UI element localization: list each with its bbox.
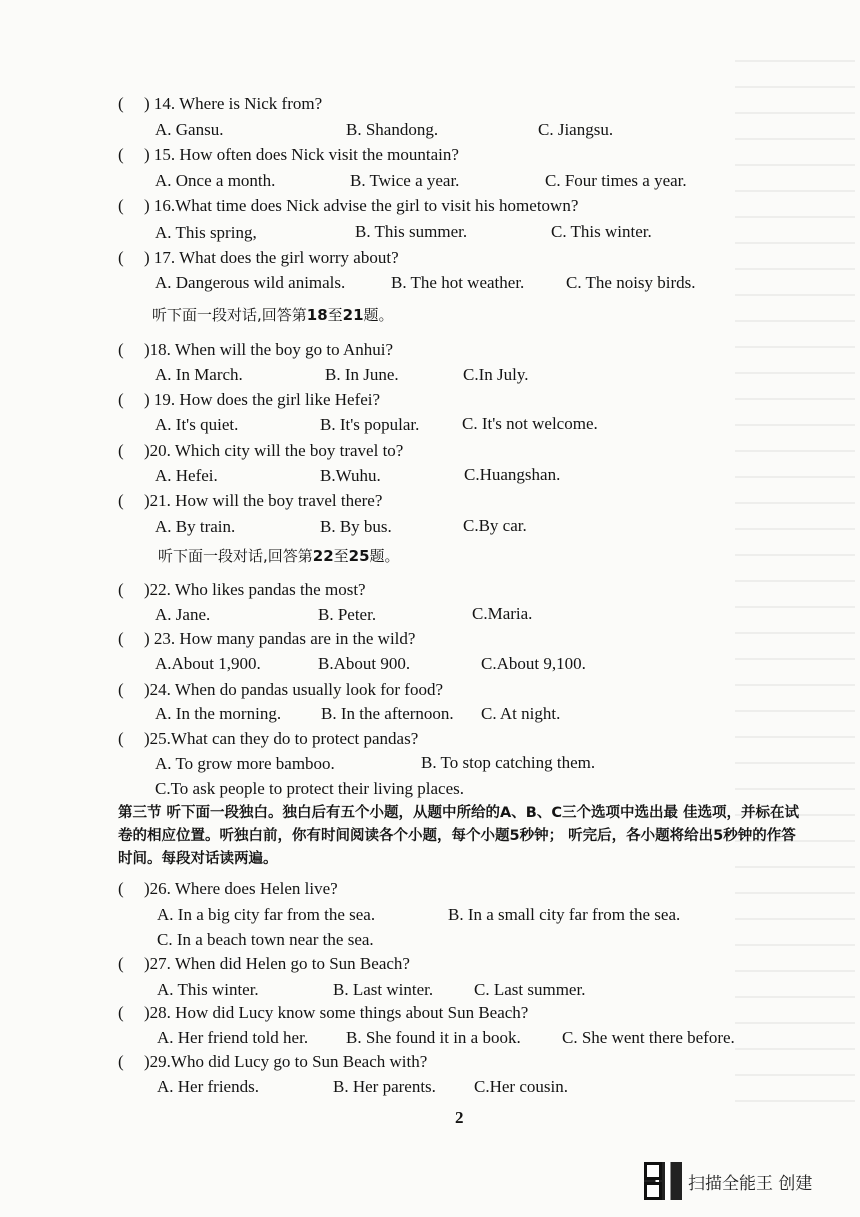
question-25: [118, 729, 418, 749]
answer-bracket: (: [118, 94, 124, 113]
bleed-through-shadow: [735, 60, 855, 1120]
option-c: C.About 9,100.: [481, 654, 586, 673]
option-b: B. She found it in a book.: [346, 1028, 521, 1047]
option-a: A. By train.: [155, 517, 236, 536]
answer-bracket: (: [118, 491, 124, 510]
option-b: B. This summer.: [355, 222, 468, 241]
question-text: )21. How will the boy travel there?: [144, 491, 383, 510]
option-c: C. This winter.: [551, 222, 652, 241]
question-text: )24. When do pandas usually look for food?: [144, 680, 444, 699]
question-21: [118, 491, 382, 511]
option-a: A. To grow more bamboo.: [155, 754, 335, 773]
option-b: B. Her parents.: [333, 1077, 436, 1096]
option-b: B. It's popular.: [320, 415, 420, 434]
option-b: B. Peter.: [318, 605, 377, 624]
answer-bracket: (: [118, 729, 124, 748]
question-24: [118, 680, 443, 700]
option-c: C. It's not welcome.: [462, 414, 598, 433]
answer-bracket: (: [118, 879, 124, 898]
option-c: C.To ask people to protect their living places.: [155, 779, 464, 798]
option-c: C.Maria.: [472, 604, 533, 623]
option-c: C. Jiangsu.: [538, 120, 614, 139]
option-a: A. Her friend told her.: [157, 1028, 309, 1047]
question-text: ) 19. How does the girl like Hefei?: [144, 390, 381, 409]
question-text: )27. When did Helen go to Sun Beach?: [144, 954, 410, 973]
answer-bracket: (: [118, 680, 124, 699]
question-text: ) 17. What does the girl worry about?: [144, 248, 399, 267]
option-c: C. In a beach town near the sea.: [157, 930, 374, 949]
answer-bracket: (: [118, 441, 124, 460]
option-b: B. In the afternoon.: [321, 704, 454, 723]
answer-bracket: (: [118, 390, 124, 409]
question-text: )22. Who likes pandas the most?: [144, 580, 366, 599]
option-c: C. She went there before.: [562, 1028, 735, 1047]
watermark-text: 扫描全能王 创建: [688, 1173, 813, 1194]
question-text: ) 23. How many pandas are in the wild?: [144, 629, 416, 648]
question-29: [118, 1052, 427, 1072]
option-a: A. Jane.: [155, 605, 211, 624]
answer-bracket: (: [118, 196, 124, 215]
answer-bracket: (: [118, 248, 124, 267]
option-c: C.By car.: [463, 516, 527, 535]
option-a: A. In the morning.: [155, 704, 282, 723]
qr-code-icon: [644, 1162, 682, 1200]
answer-bracket: (: [118, 340, 124, 359]
option-a: A. This spring,: [155, 223, 257, 242]
instruction-18-21: 听下面一段对话,回答第18至21题。: [152, 306, 394, 324]
option-b: B. Shandong.: [346, 120, 439, 139]
question-text: )18. When will the boy go to Anhui?: [144, 340, 393, 359]
question-text: )26. Where does Helen live?: [144, 879, 338, 898]
question-text: ) 16.What time does Nick advise the girl to visit his hometown?: [144, 196, 579, 215]
question-18: [118, 340, 393, 360]
option-c: C.Huangshan.: [464, 465, 561, 484]
question-text: )29.Who did Lucy go to Sun Beach with?: [144, 1052, 428, 1071]
option-a: A. Her friends.: [157, 1077, 259, 1096]
question-22: [118, 580, 366, 600]
question-text: )20. Which city will the boy travel to?: [144, 441, 404, 460]
option-a: A. In March.: [155, 365, 243, 384]
option-a: A. Gansu.: [155, 120, 224, 139]
option-a: A.About 1,900.: [155, 654, 261, 673]
option-b: B. Last winter.: [333, 980, 434, 999]
option-b: B. In a small city far from the sea.: [448, 905, 681, 924]
question-14: [118, 94, 322, 114]
question-text: ) 14. Where is Nick from?: [144, 94, 323, 113]
option-c: C. The noisy birds.: [566, 273, 696, 292]
question-27: [118, 954, 410, 974]
option-b: B. To stop catching them.: [421, 753, 596, 772]
question-text: )28. How did Lucy know some things about Sun Beach?: [144, 1003, 529, 1022]
answer-bracket: (: [118, 629, 124, 648]
question-28: [118, 1003, 528, 1023]
option-a: A. Hefei.: [155, 466, 218, 485]
answer-bracket: (: [118, 1052, 124, 1071]
option-a: A. Dangerous wild animals.: [155, 273, 346, 292]
instruction-22-25: 听下面一段对话,回答第22至25题。: [158, 547, 400, 565]
question-text: ) 15. How often does Nick visit the mountain?: [144, 145, 459, 164]
option-a: A. In a big city far from the sea.: [157, 905, 376, 924]
option-b: B.About 900.: [318, 654, 411, 673]
option-b: B. By bus.: [320, 517, 392, 536]
option-a: A. Once a month.: [155, 171, 276, 190]
option-b: B. The hot weather.: [391, 273, 525, 292]
option-c: C.Her cousin.: [474, 1077, 568, 1096]
question-16: [118, 196, 578, 216]
scanner-watermark: [644, 1162, 812, 1200]
answer-bracket: (: [118, 145, 124, 164]
answer-bracket: (: [118, 954, 124, 973]
question-text: )25.What can they do to protect pandas?: [144, 729, 419, 748]
section-3-instructions: 第三节 听下面一段独白。独白后有五个小题，从题中所给的A、B、C三个选项中选出最 佳选项，并标在试卷的相应位置。听独白前，你有时间阅读各个小题，每个小题5秒钟； 听完后，各小题将给出5秒钟的作答时间。每段对话读两遍。: [118, 805, 800, 867]
question-20: [118, 441, 403, 461]
question-19: [118, 390, 380, 410]
question-17: [118, 248, 399, 268]
question-15: [118, 145, 459, 165]
option-c: C. Four times a year.: [545, 171, 687, 190]
question-23: [118, 629, 415, 649]
option-b: B.Wuhu.: [320, 466, 381, 485]
option-a: A. This winter.: [157, 980, 259, 999]
option-a: A. It's quiet.: [155, 415, 239, 434]
page-number: 2: [455, 1108, 464, 1127]
option-c: C.In July.: [463, 365, 529, 384]
question-26: [118, 879, 338, 899]
option-b: B. In June.: [325, 365, 399, 384]
answer-bracket: (: [118, 580, 124, 599]
option-c: C. At night.: [481, 704, 561, 723]
answer-bracket: (: [118, 1003, 124, 1022]
option-b: B. Twice a year.: [350, 171, 460, 190]
option-c: C. Last summer.: [474, 980, 586, 999]
